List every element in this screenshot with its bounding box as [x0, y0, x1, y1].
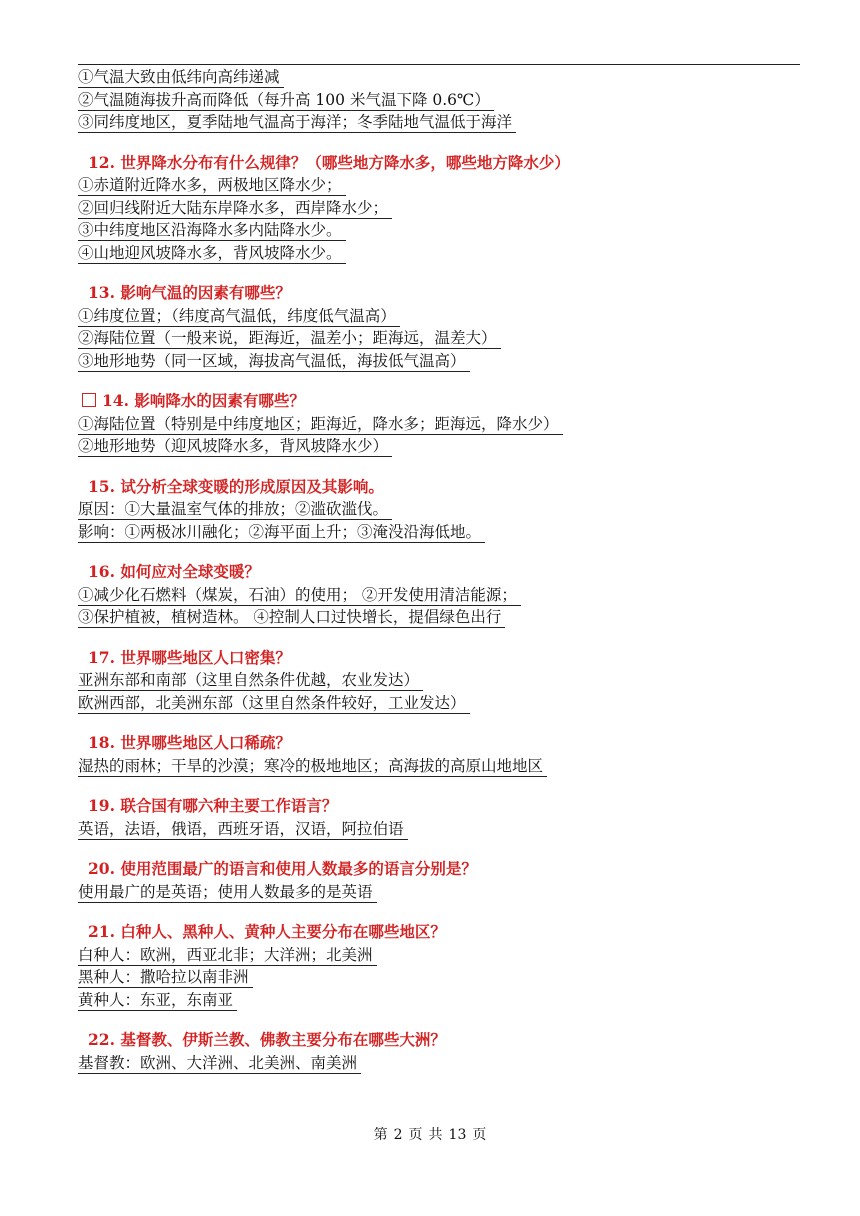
footer-di: 第 [373, 1127, 388, 1143]
question-18-title: 18. 世界哪些地区人口稀疏？ [88, 733, 291, 752]
answer-line: 影响：①两极冰川融化；②海平面上升；③淹没沿海低地。 [78, 521, 800, 544]
answer-line: 湿热的雨林；干旱的沙漠；寒冷的极地地区；高海拔的高原山地地区 [78, 755, 800, 778]
footer-ye2: 页 [472, 1127, 487, 1143]
question-13-title: 13. 影响气温的因素有哪些？ [88, 283, 291, 302]
footer-gong: 共 [428, 1127, 443, 1143]
footer-ye: 页 [408, 1127, 423, 1143]
question-14-title [78, 390, 800, 413]
answer-line: ②海陆位置（一般来说，距海近，温差小；距海远，温差大） [78, 327, 800, 350]
answer-line: 基督教：欧洲、大洋洲、北美洲、南美洲 [78, 1052, 800, 1075]
answer-line: ②回归线附近大陆东岸降水多，西岸降水少； [78, 197, 800, 220]
page-number: 2 [393, 1127, 403, 1143]
question-15-title: 15. 试分析全球变暖的形成原因及其影响。 [88, 476, 384, 496]
page-footer [0, 1124, 860, 1144]
answer-line: ③中纬度地区沿海降水多内陆降水少。 [78, 219, 800, 242]
answer-line: ②气温随海拔升高而降低（每升高 100 米气温下降 0.6℃） [78, 89, 800, 112]
question-22-title: 22. 基督教、伊斯兰教、佛教主要分布在哪些大洲？ [88, 1030, 446, 1049]
answer-line: ①海陆位置（特别是中纬度地区；距海近，降水多；距海远，降水少） [78, 413, 800, 436]
question-20-title: 20. 使用范围最广的语言和使用人数最多的语言分别是？ [88, 859, 477, 878]
answer-line: ①纬度位置；（纬度高气温低，纬度低气温高） [78, 305, 800, 328]
page-total: 13 [448, 1127, 467, 1143]
answer-line: 黑种人：撒哈拉以南非洲 [78, 966, 800, 989]
answer-line: 亚洲东部和南部（这里自然条件优越，农业发达） [78, 669, 800, 692]
answer-line: ③地形地势（同一区域，海拔高气温低，海拔低气温高） [78, 350, 800, 373]
answer-line: 白种人：欧洲，西亚北非；大洋洲；北美洲 [78, 944, 800, 967]
answer-line: ①气温大致由低纬向高纬递减 [78, 66, 800, 89]
answer-line: ③保护植被，植树造林。 ④控制人口过快增长，提倡绿色出行 [78, 606, 800, 629]
question-12-title: 12. 世界降水分布有什么规律？（哪些地方降水多，哪些地方降水少） [88, 152, 570, 172]
answer-line: ④山地迎风坡降水多，背风坡降水少。 [78, 242, 800, 265]
answer-line: 欧洲西部，北美洲东部（这里自然条件较好，工业发达） [78, 692, 800, 715]
question-16-title: 16. 如何应对全球变暖？ [88, 562, 260, 581]
question-21-title: 21. 白种人、黑种人、黄种人主要分布在哪些地区？ [88, 922, 446, 941]
answer-line: ①减少化石燃料（煤炭，石油）的使用； ②开发使用清洁能源； [78, 584, 800, 607]
answer-line: 使用最广的是英语；使用人数最多的是英语 [78, 881, 800, 904]
answer-line: ①赤道附近降水多，两极地区降水少； [78, 174, 800, 197]
answer-line: 英语，法语，俄语，西班牙语，汉语，阿拉伯语 [78, 818, 800, 841]
answer-line: 黄种人：东亚，东南亚 [78, 989, 800, 1012]
question-14-text: 14. 影响降水的因素有哪些？ [102, 391, 305, 410]
checkbox-icon[interactable] [82, 393, 96, 407]
answer-line: ③同纬度地区，夏季陆地气温高于海洋；冬季陆地气温低于海洋 [78, 111, 800, 134]
answer-line: 原因：①大量温室气体的排放；②滥砍滥伐。 [78, 498, 800, 521]
answer-line: ②地形地势（迎风坡降水多，背风坡降水少） [78, 435, 800, 458]
question-17-title: 17. 世界哪些地区人口密集？ [88, 647, 291, 667]
question-19-title: 19. 联合国有哪六种主要工作语言？ [88, 796, 338, 815]
header-rule [78, 64, 800, 65]
document-page [78, 66, 800, 1074]
